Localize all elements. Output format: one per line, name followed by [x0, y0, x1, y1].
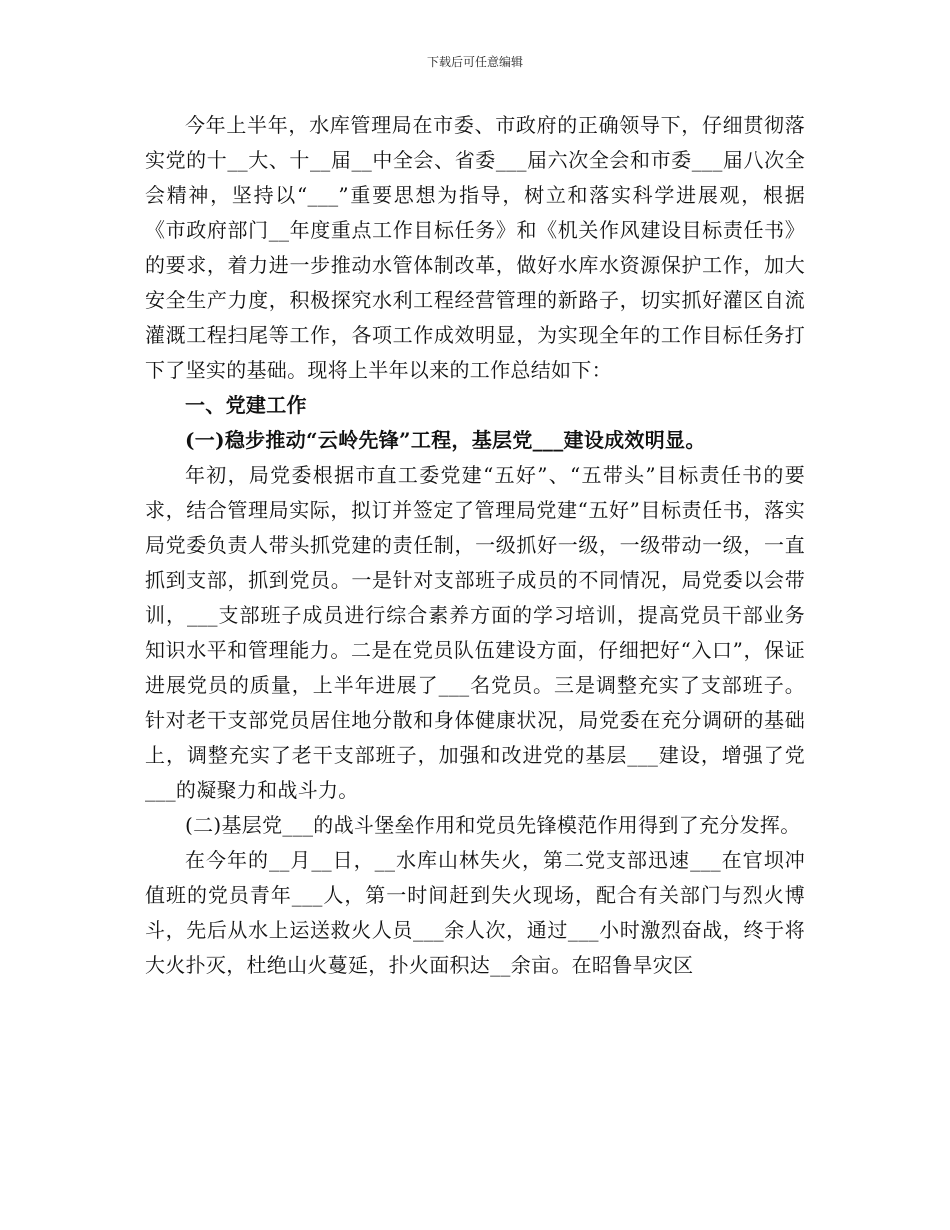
body-paragraph-2: 在今年的__月__日，__水库山林失火，第二党支部迅速___在官坝冲值班的党员青年___人，第一时间赶到失火现场，配合有关部门与烈火博斗，先后从水上运送救火人员___余人次，通过___小时激烈奋战，终于将大火扑灭，杜绝山火蔓延，扑火面积达__余亩。在昭鲁旱灾区: [145, 848, 805, 977]
section-heading-party-building: 一、党建工作: [185, 393, 307, 417]
body-paragraph-1: 年初，局党委根据市直工委党建“五好”、“五带头”目标责任书的要求，结合管理局实际，拟订并签定了管理局党建“五好”目标责任书，落实局党委负责人带头抓党建的责任制，一级抓好一级，一级带动一级，一直抓到支部，抓到党员。一是针对支部班子成员的不同情况，局党委以会带训，___支部班子成员进行综合素养方面的学习培训，提高党员干部业务知识水平和管理能力。二是在党员队伍建设方面，仔细把好“入口”，保证进展党员的质量，上半年进展了___名党员。三是调整充实了支部班子。针对老干支部党员居住地分散和身体健康状况，局党委在充分调研的基础上，调整充实了老干支部班子，加强和改进党的基层___建设，增强了党___的凝聚力和战斗力。: [145, 463, 805, 802]
subsection-heading-2: (二)基层党___的战斗堡垒作用和党员先锋模范作用得到了充分发挥。: [185, 813, 801, 837]
page-header: 下载后可任意编辑: [426, 55, 523, 69]
intro-paragraph: 今年上半年，水库管理局在市委、市政府的正确领导下，仔细贯彻落实党的十__大、十__届__中全会、省委___届六次全会和市委___届八次全会精神，坚持以“___”重要思想为指导，树立和落实科学进展观，根据《市政府部门__年度重点工作目标任务》和《机关作风建设目标责任书》的要求，着力进一步推动水管体制改革，做好水库水资源保护工作，加大安全生产力度，积极探究水利工程经营管理的新路子，切实抓好灌区自流灌溉工程扫尾等工作，各项工作成效明显，为实现全年的工作目标任务打下了坚实的基础。现将上半年以来的工作总结如下：: [145, 113, 805, 382]
subsection-heading-1: (一)稳步推动“云岭先锋”工程，基层党___建设成效明显。: [185, 428, 706, 452]
document-body: [145, 108, 805, 983]
